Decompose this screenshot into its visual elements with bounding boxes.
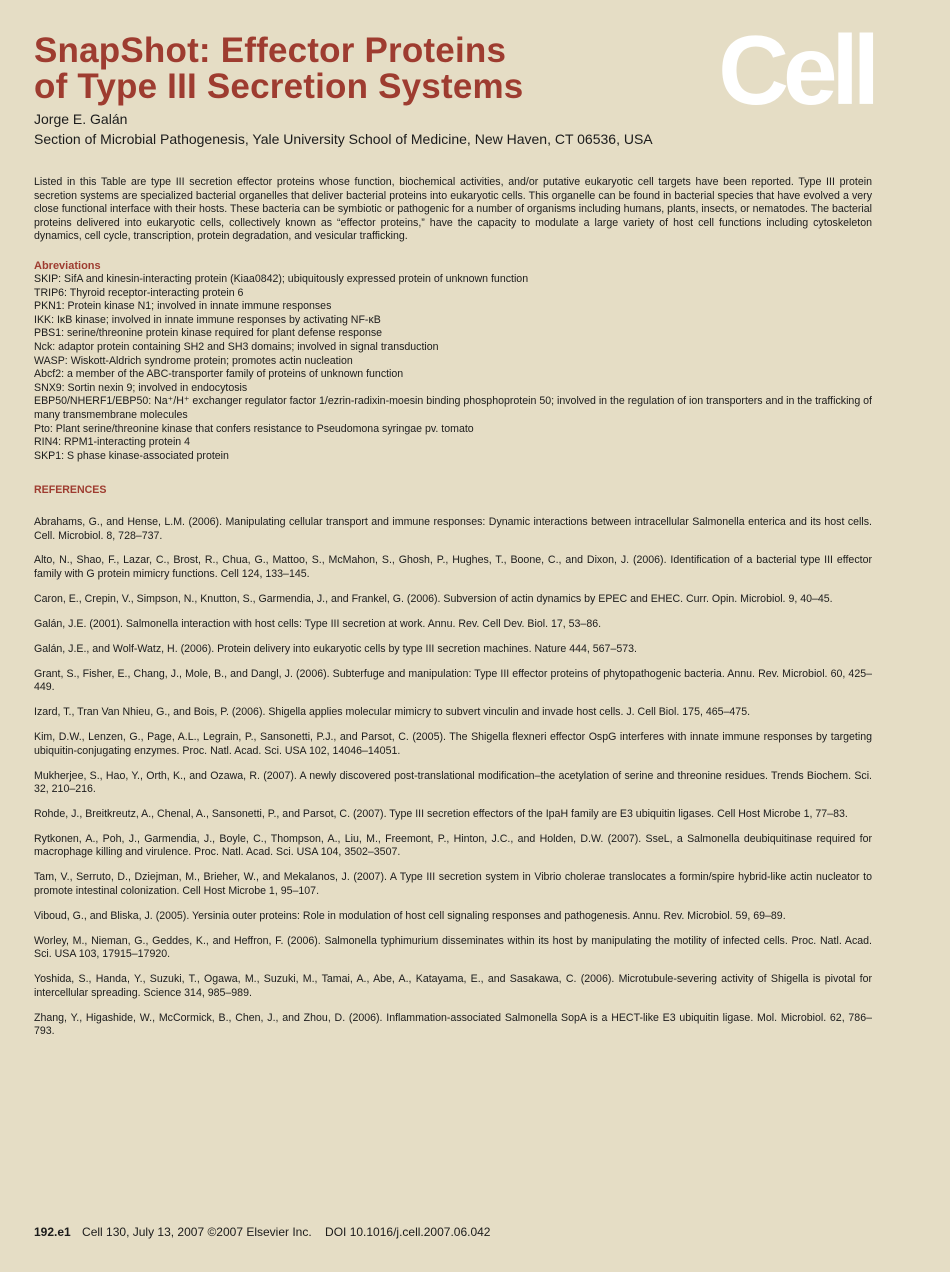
reference-item: Mukherjee, S., Hao, Y., Orth, K., and Ozawa, R. (2007). A newly discovered post-translational modification–the acetylation of serine and threonine residues. Trends Biochem. Sci. 32, 210–216.	[34, 769, 872, 796]
reference-item: Viboud, G., and Bliska, J. (2005). Yersinia outer proteins: Role in modulation of host cell signaling responses and pathogenesis. Annu. Rev. Microbiol. 59, 69–89.	[34, 909, 786, 922]
abbreviation-item: EBP50/NHERF1/EBP50: Na⁺/H⁺ exchanger regulator factor 1/ezrin-radixin-moesin binding phosphoprotein 50; involved in the regulation of ion transporters and in the trafficking of many transmembrane molecules	[34, 395, 872, 421]
abbreviation-item: SKIP: SifA and kinesin-interacting protein (Kiaa0842); ubiquitously expressed protein of unknown function	[34, 273, 529, 285]
reference-item: Kim, D.W., Lenzen, G., Page, A.L., Legrain, P., Sansonetti, P.J., and Parsot, C. (2005). The Shigella flexneri effector OspG interferes with innate immune responses by targeting ubiquitin-conjugating enzymes. Proc. Natl. Acad. Sci. USA 102, 14046–14051.	[34, 731, 872, 757]
page-number: 192.e1	[34, 1225, 71, 1239]
author: Jorge E. Galán	[34, 111, 128, 127]
page	[34, 0, 872, 1272]
abbreviation-item: Pto: Plant serine/threonine kinase that confers resistance to Pseudomona syringae pv. tomato	[34, 422, 474, 435]
affiliation: Section of Microbial Pathogenesis, Yale University School of Medicine, New Haven, CT 06536, USA	[34, 131, 653, 147]
doi: DOI 10.1016/j.cell.2007.06.042	[325, 1225, 491, 1239]
references-list	[34, 516, 872, 1050]
abbreviation-item: PKN1: Protein kinase N1; involved in innate immune responses	[34, 300, 332, 313]
title-line-2: of Type III Secretion Systems	[34, 67, 524, 106]
abbreviation-item: PBS1: serine/threonine protein kinase required for plant defense response	[34, 327, 383, 340]
abbreviations-heading: Abreviations	[34, 260, 101, 272]
page-title	[34, 33, 523, 105]
reference-item: Grant, S., Fisher, E., Chang, J., Mole, B., and Dangl, J. (2006). Subterfuge and manipulation: Type III effector proteins of phytopathogenic bacteria. Annu. Rev. Microbiol. 60, 425–449.	[34, 667, 872, 694]
intro-paragraph: Listed in this Table are type III secretion effector proteins whose function, biochemical activities, and/or putative eukaryotic cell targets have been reported. Type III protein secretion systems are specialized bacterial organelles that deliver bacterial proteins into eukaryotic cells. This organelle can be found in bacterial species that have evolved a very close functional interface with their hosts. These bacteria can be symbiotic or pathogenic for a number of organisms including humans, plants, insects, or nematodes. The bacterial proteins delivered into eukaryotic cells, collectively known as “effector proteins,” have the capacity to modulate a large variety of host cell functions including cytoskeleton dynamics, cell cycle, transcription, protein degradation, and vesicular trafficking.	[34, 176, 872, 243]
reference-item: Caron, E., Crepin, V., Simpson, N., Knutton, S., Garmendia, J., and Frankel, G. (2006). Subversion of actin dynamics by EPEC and EHEC. Curr. Opin. Microbiol. 9, 40–45.	[34, 592, 833, 605]
title-line-1: SnapShot: Effector Proteins	[34, 31, 507, 70]
reference-item: Rytkonen, A., Poh, J., Garmendia, J., Boyle, C., Thompson, A., Liu, M., Freemont, P., Hinton, J.C., and Holden, D.W. (2007). SseL, a Salmonella deubiquitinase required for macrophage killing and virulence. Proc. Natl. Acad. Sci. USA 104, 3502–3507.	[34, 832, 872, 859]
page-footer	[34, 1225, 490, 1240]
reference-item: Alto, N., Shao, F., Lazar, C., Brost, R., Chua, G., Mattoo, S., McMahon, S., Ghosh, P., Hughes, T., Boone, C., and Dixon, J. (2006). Identification of a bacterial type III effector family with G protein mimicry functions. Cell 124, 133–145.	[34, 554, 872, 581]
abbreviation-item: SNX9: Sortin nexin 9; involved in endocytosis	[34, 381, 248, 394]
reference-item: Zhang, Y., Higashide, W., McCormick, B., Chen, J., and Zhou, D. (2006). Inflammation-associated Salmonella SopA is a HECT-like E3 ubiquitin ligase. Mol. Microbiol. 62, 786–793.	[34, 1011, 872, 1038]
reference-item: Izard, T., Tran Van Nhieu, G., and Bois, P. (2006). Shigella applies molecular mimicry to subvert vinculin and invade host cells. J. Cell Biol. 175, 465–475.	[34, 706, 751, 719]
abbreviation-item: TRIP6: Thyroid receptor-interacting protein 6	[34, 286, 244, 299]
abbreviation-item: WASP: Wiskott-Aldrich syndrome protein; promotes actin nucleation	[34, 354, 353, 367]
reference-item: Yoshida, S., Handa, Y., Suzuki, T., Ogawa, M., Suzuki, M., Tamai, A., Abe, A., Katayama, E., and Sasakawa, C. (2006). Microtubule-severing activity of Shigella is pivotal for intercellular spreading. Science 314, 985–989.	[34, 973, 872, 999]
abbreviation-item: Abcf2: a member of the ABC-transporter family of proteins of unknown function	[34, 368, 404, 381]
reference-item: Worley, M., Nieman, G., Geddes, K., and Heffron, F. (2006). Salmonella typhimurium disseminates within its host by manipulating the motility of infected cells. Proc. Natl. Acad. Sci. USA 103, 17915–17920.	[34, 934, 872, 961]
abbreviation-item: Nck: adaptor protein containing SH2 and SH3 domains; involved in signal transduction	[34, 340, 439, 353]
reference-item: Tam, V., Serruto, D., Dziejman, M., Brieher, W., and Mekalanos, J. (2007). A Type III secretion system in Vibrio cholerae translocates a formin/spire hybrid-like actin nucleator to promote intestinal colonization. Cell Host Microbe 1, 95–107.	[34, 871, 872, 897]
reference-item: Galán, J.E., and Wolf-Watz, H. (2006). Protein delivery into eukaryotic cells by type III secretion machines. Nature 444, 567–573.	[34, 642, 637, 655]
abbreviation-item: IKK: IκB kinase; involved in innate immune responses by activating NF-κB	[34, 313, 381, 326]
reference-item: Galán, J.E. (2001). Salmonella interaction with host cells: Type III secretion at work. Annu. Rev. Cell Dev. Biol. 17, 53–86.	[34, 617, 602, 630]
journal-citation: Cell 130, July 13, 2007 ©2007 Elsevier Inc.	[82, 1225, 312, 1239]
reference-item: Rohde, J., Breitkreutz, A., Chenal, A., Sansonetti, P., and Parsot, C. (2007). Type III secretion effectors of the IpaH family are E3 ubiquitin ligases. Cell Host Microbe 1, 77–83.	[34, 807, 848, 820]
cell-logo: Cell	[718, 15, 874, 125]
reference-item: Abrahams, G., and Hense, L.M. (2006). Manipulating cellular transport and immune responses: Dynamic interactions between intracellular Salmonella enterica and its host cells. Cell. Microbiol. 8, 728–737.	[34, 516, 872, 542]
references-heading: REFERENCES	[34, 484, 107, 496]
abbreviation-item: SKP1: S phase kinase-associated protein	[34, 449, 229, 462]
abbreviation-item: RIN4: RPM1-interacting protein 4	[34, 436, 191, 449]
abbreviations-list	[34, 273, 872, 463]
